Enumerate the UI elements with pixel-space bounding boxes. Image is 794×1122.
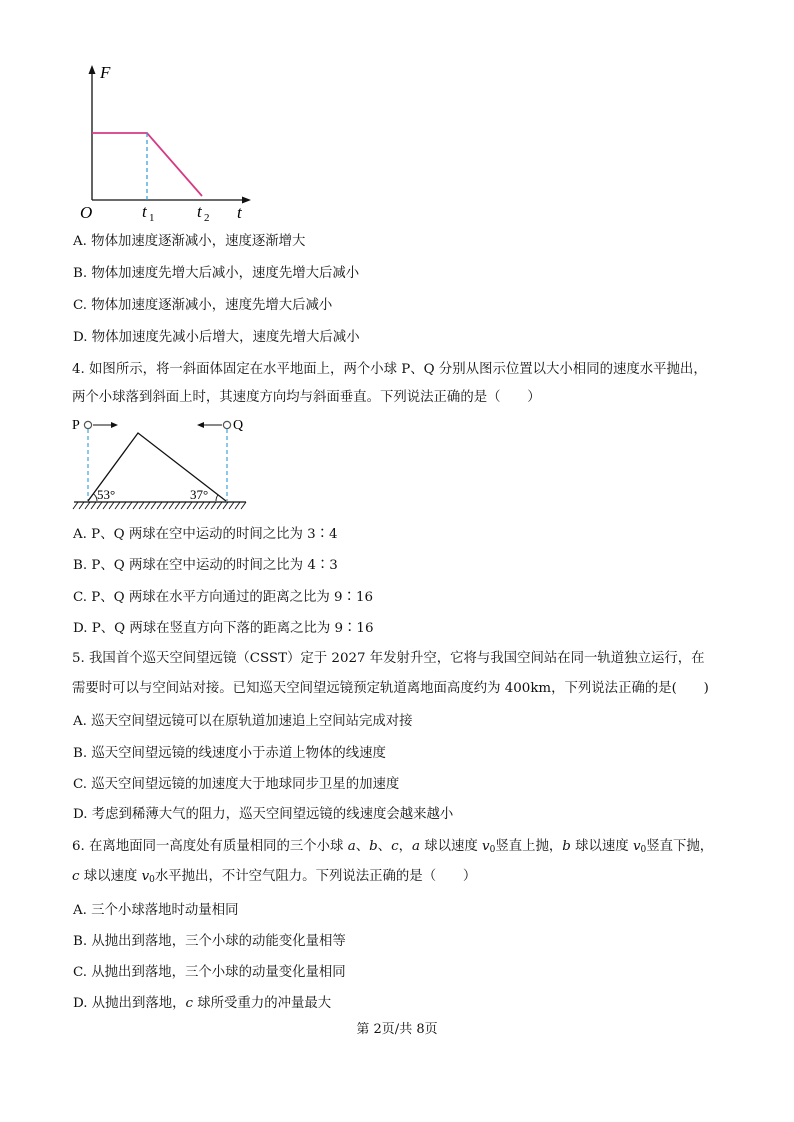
q6-stem-text-4: 球以速度: [570, 839, 633, 854]
q6-stem-line2: [72, 868, 476, 889]
q6-stem-text-2: 球以速度: [419, 839, 483, 854]
q6-option-d-text-2: 球所受重力的冲量最大: [193, 996, 332, 1011]
y-axis-label: F: [100, 63, 111, 82]
velocity-symbol-3: v: [141, 869, 150, 884]
q6-stem-line1: [72, 838, 713, 859]
t1-subscript: 1: [149, 212, 155, 224]
velocity-subscript-3: 0: [149, 875, 155, 885]
velocity-subscript: 0: [489, 845, 496, 855]
q6-option-a: A. 三个小球落地时动量相同: [73, 903, 239, 918]
q4-stem-line2: 两个小球落到斜面上时，其速度方向均与斜面垂直。下列说法正确的是（ ）: [72, 390, 541, 405]
right-angle-label: 37°: [190, 487, 209, 502]
q3-option-a: A. 物体加速度逐渐减小，速度逐渐增大: [73, 234, 306, 249]
q3-option-b: B. 物体加速度先增大后减小，速度先增大后减小: [73, 266, 360, 281]
q6-stem-text-1: 6. 在离地面同一高度处有质量相同的三个小球: [72, 839, 348, 854]
y-axis-arrow: [89, 65, 96, 74]
q4-option-d: D. P、Q 两球在竖直方向下落的距离之比为 9∶16: [73, 621, 374, 636]
q6-separator-1: 、: [355, 839, 370, 854]
q6-stem-text-3: 竖直上抛，: [495, 839, 563, 854]
q6-option-b: B. 从抛出到落地，三个小球的动能变化量相等: [73, 934, 346, 949]
q5-option-a: A. 巡天空间望远镜可以在原轨道加速追上空间站完成对接: [73, 714, 413, 729]
velocity-subscript-2: 0: [640, 845, 647, 855]
ball-p: [84, 421, 91, 428]
q4-option-b: B. P、Q 两球在空中运动的时间之比为 4∶3: [73, 558, 338, 573]
ball-p-label: P: [72, 418, 80, 433]
t1-label: t: [142, 202, 147, 221]
q6-separator-2: 、: [377, 839, 392, 854]
ball-b-symbol-2: b: [562, 839, 571, 854]
velocity-symbol: v: [482, 839, 490, 854]
incline-figure: [70, 412, 250, 516]
velocity-symbol-2: v: [632, 839, 641, 854]
q5-stem-line1: 5. 我国首个巡天空间望远镜（CSST）定于 2027 年发射升空，它将与我国空间站在同一轨道独立运行，在: [72, 651, 705, 666]
ball-c-symbol-3: c: [185, 996, 194, 1011]
ball-c-symbol-2: c: [72, 869, 80, 884]
q6-option-d-text-1: D. 从抛出到落地，: [73, 996, 186, 1011]
ball-c-symbol: c: [391, 839, 399, 854]
x-axis-arrow: [242, 197, 251, 204]
q4-option-a: A. P、Q 两球在空中运动的时间之比为 3∶4: [73, 527, 338, 542]
q4-stem-line1: 4. 如图所示，将一斜面体固定在水平地面上，两个小球 P、Q 分别从图示位置以大小相同的速度水平抛出，: [72, 362, 707, 377]
ball-p-arrowhead: [111, 422, 118, 428]
right-angle-arc: [216, 495, 218, 501]
q6-option-d: [73, 995, 331, 1013]
origin-label: O: [80, 203, 93, 222]
q3-option-d: D. 物体加速度先减小后增大，速度先增大后减小: [73, 330, 360, 345]
ball-q: [223, 421, 230, 428]
page-footer: 第 2页/共 8页: [356, 1022, 438, 1037]
q6-separator-3: ，: [398, 839, 412, 854]
ball-a-symbol-2: a: [411, 839, 420, 854]
ground-hatching: [73, 502, 246, 509]
ball-b-symbol: b: [369, 839, 378, 854]
q4-option-c: C. P、Q 两球在水平方向通过的距离之比为 9∶16: [73, 590, 373, 605]
t2-subscript: 2: [204, 212, 210, 224]
ball-a-symbol: a: [347, 839, 356, 854]
q5-option-c: C. 巡天空间望远镜的加速度大于地球同步卫星的加速度: [73, 777, 400, 792]
q5-stem-line2: 需要时可以与空间站对接。已知巡天空间望远镜预定轨道离地面高度约为 400km，下列说法正确的是( ): [72, 681, 709, 696]
q3-option-c: C. 物体加速度逐渐减小，速度先增大后减小: [73, 298, 333, 313]
x-axis-label: t: [237, 203, 242, 222]
t2-label: t: [197, 202, 202, 221]
q6-stem-text-7: 水平抛出，不计空气阻力。下列说法正确的是（ ）: [154, 869, 477, 884]
force-time-graph: [70, 62, 260, 224]
q5-option-b: B. 巡天空间望远镜的线速度小于赤道上物体的线速度: [73, 746, 386, 761]
q5-option-d: D. 考虑到稀薄大气的阻力，巡天空间望远镜的线速度会越来越小: [73, 807, 454, 822]
q6-option-c: C. 从抛出到落地，三个小球的动量变化量相同: [73, 965, 346, 980]
ball-q-arrowhead: [197, 422, 204, 428]
left-angle-label: 53°: [97, 487, 116, 502]
ball-q-label: Q: [233, 418, 244, 433]
q6-stem-text-5: 竖直下抛，: [646, 839, 714, 854]
q6-stem-text-6: 球以速度: [79, 869, 142, 884]
